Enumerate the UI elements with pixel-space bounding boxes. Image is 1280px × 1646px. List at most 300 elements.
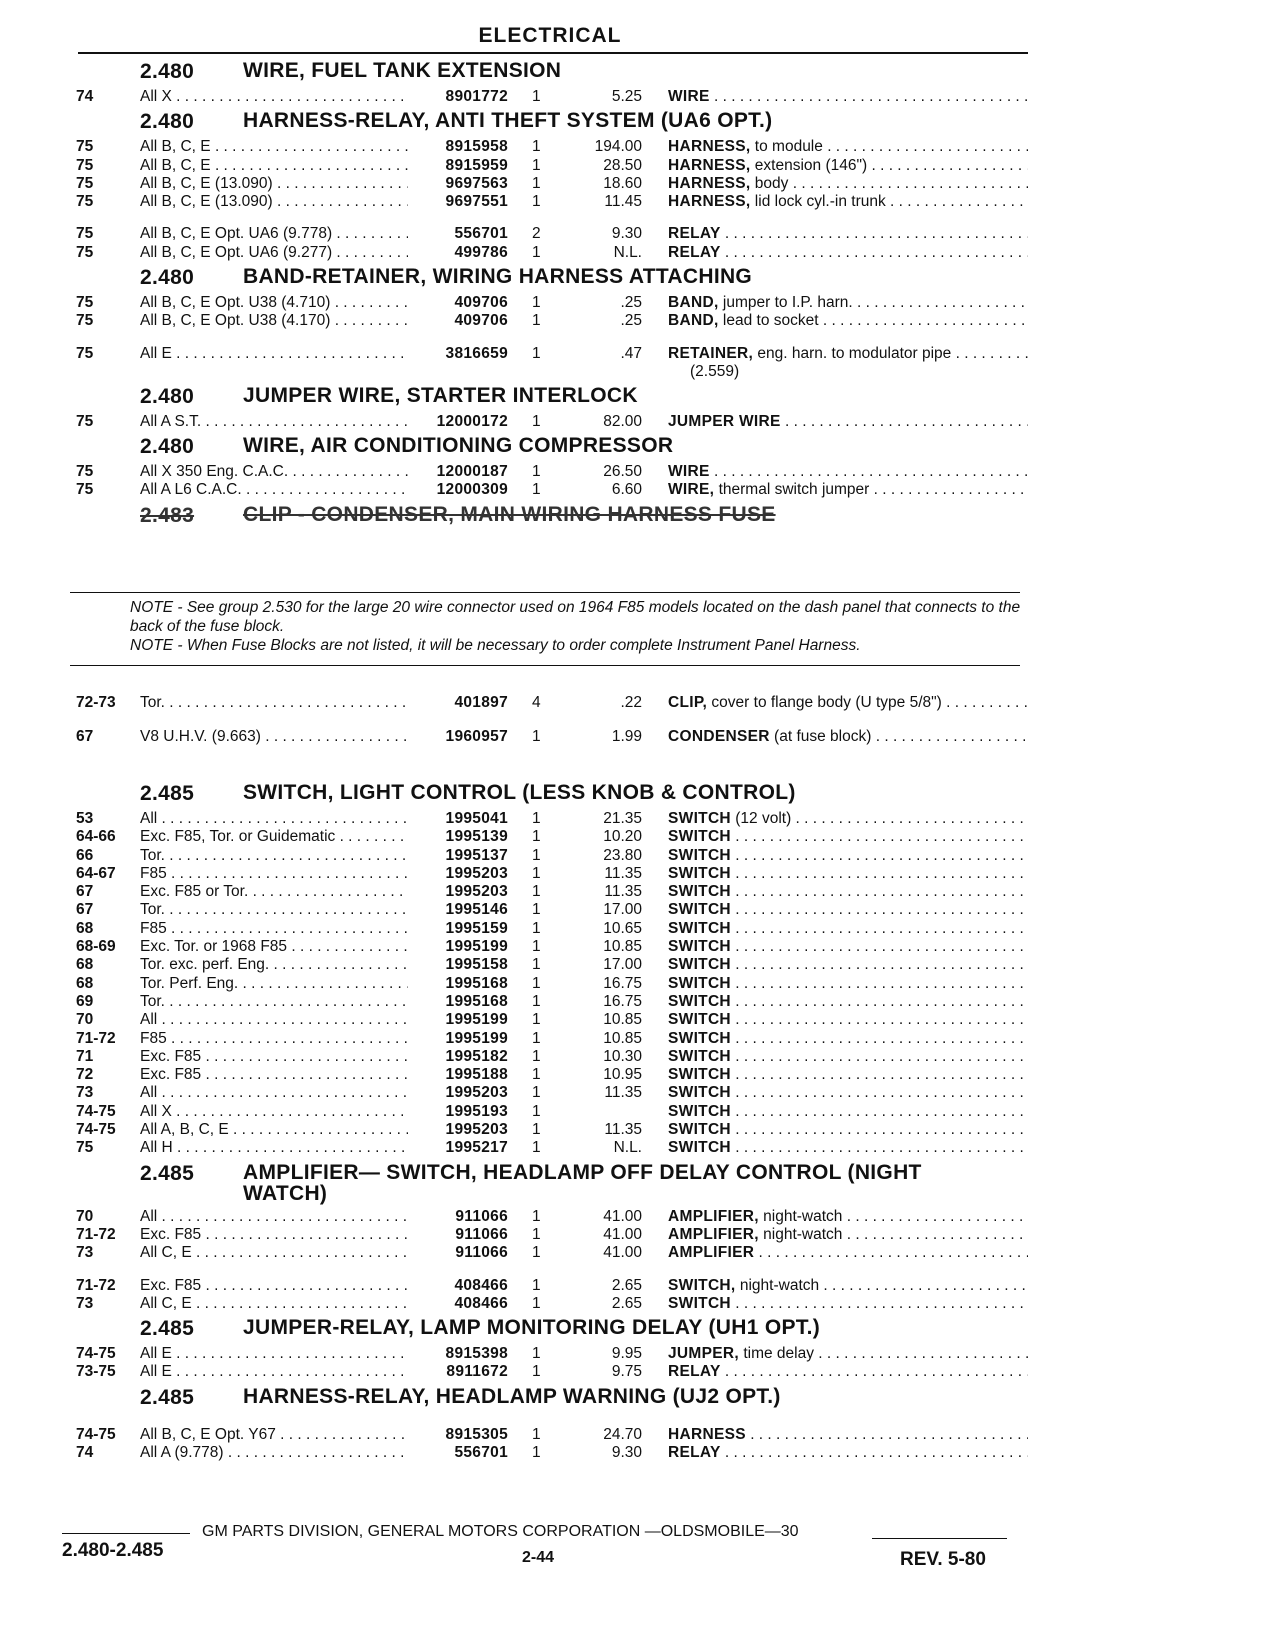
part-number: 556701 xyxy=(454,225,508,243)
section-spacer xyxy=(0,532,1100,536)
part-number: 1995168 xyxy=(445,992,508,1010)
application: Exc. F85 . . . xyxy=(140,1066,408,1084)
part-number: 911066 xyxy=(455,1244,508,1262)
application: F85 . . . xyxy=(140,920,408,938)
part-number: 9697563 xyxy=(445,174,508,192)
part-description xyxy=(668,175,1028,193)
quantity: 1 xyxy=(532,1084,541,1102)
price: 23.80 xyxy=(603,846,642,864)
part-name: SWITCH xyxy=(668,846,731,864)
part-detail: (at fuse block) xyxy=(769,728,872,745)
section-title: SWITCH, LIGHT CONTROL (LESS KNOB & CONTROL) xyxy=(243,781,796,804)
part-name: AMPLIFIER xyxy=(668,1244,755,1262)
footer-group-range: 2.480-2.485 xyxy=(62,1540,164,1561)
part-description xyxy=(668,938,1028,956)
quantity: 1 xyxy=(532,864,541,882)
price: 17.00 xyxy=(603,901,642,919)
part-number: 499786 xyxy=(454,243,508,261)
part-description xyxy=(668,1030,1028,1048)
price: 5.25 xyxy=(611,88,642,105)
price: 2.65 xyxy=(611,1276,642,1294)
quantity: 4 xyxy=(532,694,541,711)
part-name: JUMPER, xyxy=(668,1345,740,1363)
application: All A S.T. . . . xyxy=(140,413,408,431)
note-2: NOTE - When Fuse Blocks are not listed, it will be necessary to order complete Instrument Panel Harness. xyxy=(130,637,861,654)
section-list xyxy=(0,60,1100,536)
part-description xyxy=(668,1139,1028,1157)
model-year: 68 xyxy=(76,974,94,992)
table-row xyxy=(0,920,1100,938)
table-row xyxy=(0,1244,1100,1262)
model-year: 75 xyxy=(76,312,94,330)
application: All . . . xyxy=(140,1208,408,1226)
model-year: 69 xyxy=(76,992,94,1010)
model-year: 70 xyxy=(76,1011,94,1029)
part-number: 911066 xyxy=(455,1207,508,1225)
part-detail: night-watch xyxy=(758,1225,843,1243)
model-year: 74 xyxy=(76,88,94,105)
part-number: 1995199 xyxy=(445,1029,508,1047)
price: 9.30 xyxy=(611,1444,642,1462)
quantity: 1 xyxy=(532,938,541,956)
part-detail: to module xyxy=(750,138,823,156)
quantity: 1 xyxy=(532,1345,541,1363)
table-row xyxy=(0,1139,1100,1157)
model-year: 75 xyxy=(76,156,94,174)
section-number: 2.485 xyxy=(140,1161,195,1185)
table-row xyxy=(0,1011,1100,1029)
quantity: 1 xyxy=(532,193,541,211)
application: All A, B, C, E . . . xyxy=(140,1121,408,1139)
quantity: 1 xyxy=(532,1066,541,1084)
part-description xyxy=(668,1295,1028,1313)
part-name: BAND, xyxy=(668,312,719,330)
model-year: 74-75 xyxy=(76,1121,116,1139)
part-number: 8901772 xyxy=(445,88,508,105)
price: 82.00 xyxy=(603,412,642,430)
section-header xyxy=(0,60,1100,88)
model-year: 75 xyxy=(76,344,94,362)
part-description xyxy=(668,975,1028,993)
model-year: 53 xyxy=(76,810,94,827)
section-spacer xyxy=(0,1462,1100,1466)
table-row xyxy=(0,1084,1100,1102)
part-number: 8915398 xyxy=(445,1345,508,1363)
table-row xyxy=(0,1345,1100,1363)
application: Tor. . . . xyxy=(140,694,408,712)
part-name: RETAINER, xyxy=(668,344,754,362)
table-row xyxy=(0,1030,1100,1048)
quantity: 1 xyxy=(532,1047,541,1065)
table-row xyxy=(0,157,1100,175)
model-year: 71-72 xyxy=(76,1225,116,1243)
price: 9.30 xyxy=(611,225,642,243)
part-name: RELAY xyxy=(668,225,721,243)
part-name: SWITCH xyxy=(668,992,731,1010)
table-row xyxy=(0,1121,1100,1139)
price: N.L. xyxy=(613,1139,642,1157)
table-row xyxy=(0,88,1100,106)
part-number: 1995168 xyxy=(445,974,508,992)
part-name: SWITCH xyxy=(668,974,731,992)
part-name: WIRE xyxy=(668,88,710,105)
application: All E . . . xyxy=(140,1363,408,1381)
application: All H . . . xyxy=(140,1139,408,1157)
section-header xyxy=(0,385,1100,413)
price: 10.30 xyxy=(603,1047,642,1065)
part-description xyxy=(668,463,1028,481)
part-name: CLIP, xyxy=(668,694,708,711)
application: All X 350 Eng. C.A.C. . . . xyxy=(140,463,408,481)
quantity: 1 xyxy=(532,846,541,864)
table-row xyxy=(0,312,1100,330)
part-name: SWITCH xyxy=(668,1294,731,1312)
part-number: 911066 xyxy=(455,1225,508,1243)
application: All A L6 C.A.C. . . . xyxy=(140,481,408,499)
part-name: CONDENSER xyxy=(668,728,770,745)
quantity: 1 xyxy=(532,481,541,499)
part-name: SWITCH xyxy=(668,883,731,901)
model-year: 73-75 xyxy=(76,1363,116,1381)
price: 41.00 xyxy=(603,1225,642,1243)
part-description xyxy=(668,1121,1028,1139)
price: .47 xyxy=(620,344,642,362)
price: 11.35 xyxy=(604,883,642,901)
price: 11.35 xyxy=(604,864,642,882)
part-description xyxy=(668,413,1028,431)
part-number: 1995139 xyxy=(445,828,508,846)
model-year: 74-75 xyxy=(76,1425,116,1443)
section-number: 2.480 xyxy=(140,384,195,408)
price: 41.00 xyxy=(603,1244,642,1262)
part-name: JUMPER WIRE xyxy=(668,412,781,430)
section-title: WIRE, FUEL TANK EXTENSION xyxy=(243,59,562,82)
application: Exc. F85 . . . xyxy=(140,1226,408,1244)
part-detail: (12 volt) xyxy=(730,810,792,827)
price: .25 xyxy=(620,312,642,330)
application: Tor. . . . xyxy=(140,901,408,919)
table-row xyxy=(0,1048,1100,1066)
part-name: SWITCH xyxy=(668,1047,731,1065)
part-number: 12000187 xyxy=(436,462,508,480)
model-year: 75 xyxy=(76,225,94,243)
part-description xyxy=(668,1066,1028,1084)
part-name: SWITCH xyxy=(668,919,731,937)
table-row xyxy=(0,728,1100,762)
section-number: 2.480 xyxy=(140,110,195,134)
part-description xyxy=(668,1011,1028,1029)
part-number: 1995041 xyxy=(445,810,508,827)
part-detail: extension (146") xyxy=(750,156,868,174)
model-year: 75 xyxy=(76,1139,94,1157)
note-1: NOTE - See group 2.530 for the large 20 wire connector used on 1964 F85 models located on the dash panel that connects to the back of the fuse block. xyxy=(130,599,1021,635)
model-year: 74 xyxy=(76,1444,94,1462)
model-year: 73 xyxy=(76,1244,94,1262)
part-description xyxy=(668,157,1028,175)
price: N.L. xyxy=(613,243,642,261)
quantity: 1 xyxy=(532,1363,541,1381)
table-row xyxy=(0,847,1100,865)
price: 28.50 xyxy=(603,156,642,174)
price: 10.85 xyxy=(603,1011,642,1029)
quantity: 1 xyxy=(532,883,541,901)
row-gap xyxy=(0,211,1100,225)
part-description xyxy=(668,88,1028,106)
model-year: 64-67 xyxy=(76,864,116,882)
model-year: 75 xyxy=(76,481,94,499)
part-description xyxy=(668,1444,1028,1462)
application: All . . . xyxy=(140,810,408,828)
part-detail: lid lock cyl.-in trunk xyxy=(750,193,886,211)
part-number: 408466 xyxy=(454,1294,508,1312)
model-year: 75 xyxy=(76,294,94,312)
part-number: 1995203 xyxy=(445,864,508,882)
part-name: AMPLIFIER, xyxy=(668,1225,759,1243)
price: 2.65 xyxy=(611,1294,642,1312)
part-number: 1995217 xyxy=(445,1139,508,1157)
model-year: 71-72 xyxy=(76,1029,116,1047)
section-title: WIRE, AIR CONDITIONING COMPRESSOR xyxy=(243,433,674,457)
part-description xyxy=(668,481,1028,499)
application: All X . . . xyxy=(140,1103,408,1121)
application: All B, C, E . . . xyxy=(140,157,408,175)
model-year: 71-72 xyxy=(76,1276,116,1294)
price: 194.00 xyxy=(594,138,642,156)
price: 11.45 xyxy=(604,193,642,211)
quantity: 1 xyxy=(532,1444,541,1462)
part-description xyxy=(668,1363,1028,1381)
application: Exc. F85 . . . xyxy=(140,1277,408,1295)
table-row xyxy=(0,1444,1100,1462)
quantity: 1 xyxy=(532,728,541,745)
part-number: 1995203 xyxy=(445,1084,508,1102)
footer-rule-right xyxy=(872,1538,1007,1539)
quantity: 1 xyxy=(532,294,541,312)
model-year: 75 xyxy=(76,174,94,192)
part-description xyxy=(668,847,1028,865)
application: All B, C, E Opt. U38 (4.170) . . . xyxy=(140,312,408,330)
part-description xyxy=(668,920,1028,938)
quantity: 1 xyxy=(532,992,541,1010)
model-year: 71 xyxy=(76,1047,94,1065)
part-number: 1960957 xyxy=(445,728,508,745)
price: 11.35 xyxy=(604,1121,642,1139)
table-row xyxy=(0,901,1100,919)
model-year: 75 xyxy=(76,243,94,261)
table-row xyxy=(0,810,1100,828)
application: Exc. Tor. or 1968 F85 . . . xyxy=(140,938,408,956)
part-number: 1995199 xyxy=(445,938,508,956)
application: Tor. Perf. Eng. . . . xyxy=(140,975,408,993)
part-number: 9697551 xyxy=(445,193,508,211)
model-year: 70 xyxy=(76,1207,94,1225)
model-year: 75 xyxy=(76,462,94,480)
quantity: 1 xyxy=(532,1425,541,1443)
part-number: 3816659 xyxy=(445,344,508,362)
part-name: SWITCH xyxy=(668,1139,731,1157)
table-row xyxy=(0,193,1100,211)
model-year: 74-75 xyxy=(76,1102,116,1120)
table-row xyxy=(0,413,1100,431)
part-description xyxy=(668,1103,1028,1121)
section-header xyxy=(0,1386,1100,1426)
table-row xyxy=(0,481,1100,499)
price: 21.35 xyxy=(603,810,642,827)
part-number: 1995182 xyxy=(445,1047,508,1065)
table-row xyxy=(0,138,1100,156)
model-year: 68-69 xyxy=(76,938,116,956)
application: Tor. exc. perf. Eng. . . . xyxy=(140,956,408,974)
quantity: 1 xyxy=(532,156,541,174)
table-row xyxy=(0,865,1100,883)
part-description xyxy=(668,1208,1028,1226)
price: 9.75 xyxy=(611,1363,642,1381)
quantity: 1 xyxy=(532,974,541,992)
table-row xyxy=(0,975,1100,993)
model-year: 68 xyxy=(76,919,94,937)
quantity: 1 xyxy=(532,1029,541,1047)
part-description xyxy=(668,225,1028,243)
quantity: 1 xyxy=(532,1207,541,1225)
table-row xyxy=(0,1103,1100,1121)
quantity: 1 xyxy=(532,344,541,362)
part-name: AMPLIFIER, xyxy=(668,1207,759,1225)
part-detail: body xyxy=(750,174,789,192)
part-name: RELAY xyxy=(668,1363,721,1381)
section-number: 2.480 xyxy=(140,434,195,458)
part-number: 409706 xyxy=(454,312,508,330)
part-number: 12000172 xyxy=(436,412,508,430)
part-number: 1995203 xyxy=(445,883,508,901)
price: 18.60 xyxy=(603,174,642,192)
application: All B, C, E Opt. Y67 . . . xyxy=(140,1426,408,1444)
section-list xyxy=(0,782,1100,1466)
quantity: 1 xyxy=(532,312,541,330)
table-row xyxy=(0,993,1100,1011)
section-title: AMPLIFIER— SWITCH, HEADLAMP OFF DELAY CONTROL (NIGHT WATCH) xyxy=(243,1160,922,1205)
model-year: 67 xyxy=(76,728,94,745)
table-row xyxy=(0,1066,1100,1084)
price: .25 xyxy=(620,294,642,312)
section-title: HARNESS-RELAY, HEADLAMP WARNING (UJ2 OPT.) xyxy=(243,1384,781,1408)
table-row xyxy=(0,883,1100,901)
part-description xyxy=(668,244,1028,262)
part-name: HARNESS, xyxy=(668,174,751,192)
application: V8 U.H.V. (9.663) . . . xyxy=(140,728,408,746)
note-rule-bottom xyxy=(70,665,1020,666)
table-row xyxy=(0,225,1100,243)
application: Exc. F85 or Tor. . . . xyxy=(140,883,408,901)
table-row xyxy=(0,1363,1100,1381)
part-name: SWITCH xyxy=(668,956,731,974)
model-year: 73 xyxy=(76,1294,94,1312)
quantity: 1 xyxy=(532,412,541,430)
note-block xyxy=(130,598,1030,655)
part-detail: jumper to I.P. harn. xyxy=(718,294,853,312)
part-description xyxy=(668,865,1028,883)
part-number: 1995199 xyxy=(445,1011,508,1029)
quantity: 1 xyxy=(532,174,541,192)
table-row xyxy=(0,956,1100,974)
quantity: 1 xyxy=(532,1011,541,1029)
quantity: 1 xyxy=(532,828,541,846)
application: All B, C, E Opt. UA6 (9.778) . . . xyxy=(140,225,408,243)
part-name: HARNESS, xyxy=(668,193,751,211)
part-name: SWITCH xyxy=(668,828,731,846)
model-year: 67 xyxy=(76,883,94,901)
price: 10.20 xyxy=(603,828,642,846)
price: 16.75 xyxy=(603,974,642,992)
part-number: 1995159 xyxy=(445,919,508,937)
model-year: 75 xyxy=(76,138,94,156)
application: All . . . xyxy=(140,1011,408,1029)
row-gap xyxy=(0,331,1100,345)
quantity: 1 xyxy=(532,462,541,480)
part-number: 8915305 xyxy=(445,1425,508,1443)
price: 10.95 xyxy=(603,1066,642,1084)
table-row xyxy=(0,1295,1100,1313)
application: All A (9.778) . . . xyxy=(140,1444,408,1462)
section-header xyxy=(0,266,1100,294)
quantity: 1 xyxy=(532,88,541,105)
part-name: SWITCH xyxy=(668,938,731,956)
application: All B, C, E Opt. UA6 (9.277) . . . xyxy=(140,244,408,262)
price: 6.60 xyxy=(611,481,642,499)
part-name: SWITCH xyxy=(668,1121,731,1139)
price: 26.50 xyxy=(603,462,642,480)
part-number: 1995146 xyxy=(445,901,508,919)
page-title: ELECTRICAL xyxy=(478,24,622,47)
quantity: 1 xyxy=(532,1121,541,1139)
section-header xyxy=(0,1317,1100,1345)
footer-rule-left xyxy=(62,1533,190,1534)
part-number: 1995193 xyxy=(445,1102,508,1120)
part-number: 1995203 xyxy=(445,1121,508,1139)
part-detail: night-watch xyxy=(735,1276,820,1294)
application: All B, C, E (13.090) . . . xyxy=(140,175,408,193)
part-description xyxy=(668,828,1028,846)
quantity: 1 xyxy=(532,1102,541,1120)
price: 9.95 xyxy=(611,1345,642,1363)
application: F85 . . . xyxy=(140,865,408,883)
part-number: 408466 xyxy=(454,1276,508,1294)
part-name: SWITCH xyxy=(668,901,731,919)
section-number: 2.483 xyxy=(140,503,195,527)
part-number: 8911672 xyxy=(446,1363,508,1381)
part-name: SWITCH xyxy=(668,1102,731,1120)
section-header xyxy=(0,435,1100,463)
price: 41.00 xyxy=(603,1207,642,1225)
model-year: 72 xyxy=(76,1066,94,1084)
part-number: 8915959 xyxy=(445,156,508,174)
part-number: 409706 xyxy=(454,294,508,312)
part-description xyxy=(668,810,1028,828)
footer-revision: REV. 5-80 xyxy=(900,1549,986,1570)
price: 24.70 xyxy=(603,1425,642,1443)
application: All X . . . xyxy=(140,88,408,106)
part-name: SWITCH xyxy=(668,810,731,827)
section-title: HARNESS-RELAY, ANTI THEFT SYSTEM (UA6 OPT.) xyxy=(243,109,773,133)
part-detail-continued: (2.559) xyxy=(690,362,740,380)
part-detail: night-watch xyxy=(758,1207,843,1225)
part-description xyxy=(668,1226,1028,1244)
part-name: HARNESS xyxy=(668,1425,746,1443)
model-year: 75 xyxy=(76,412,94,430)
quantity: 2 xyxy=(532,225,541,243)
price: 1.99 xyxy=(611,728,642,745)
application: All B, C, E (13.090) . . . xyxy=(140,193,408,211)
application: Tor. . . . xyxy=(140,993,408,1011)
